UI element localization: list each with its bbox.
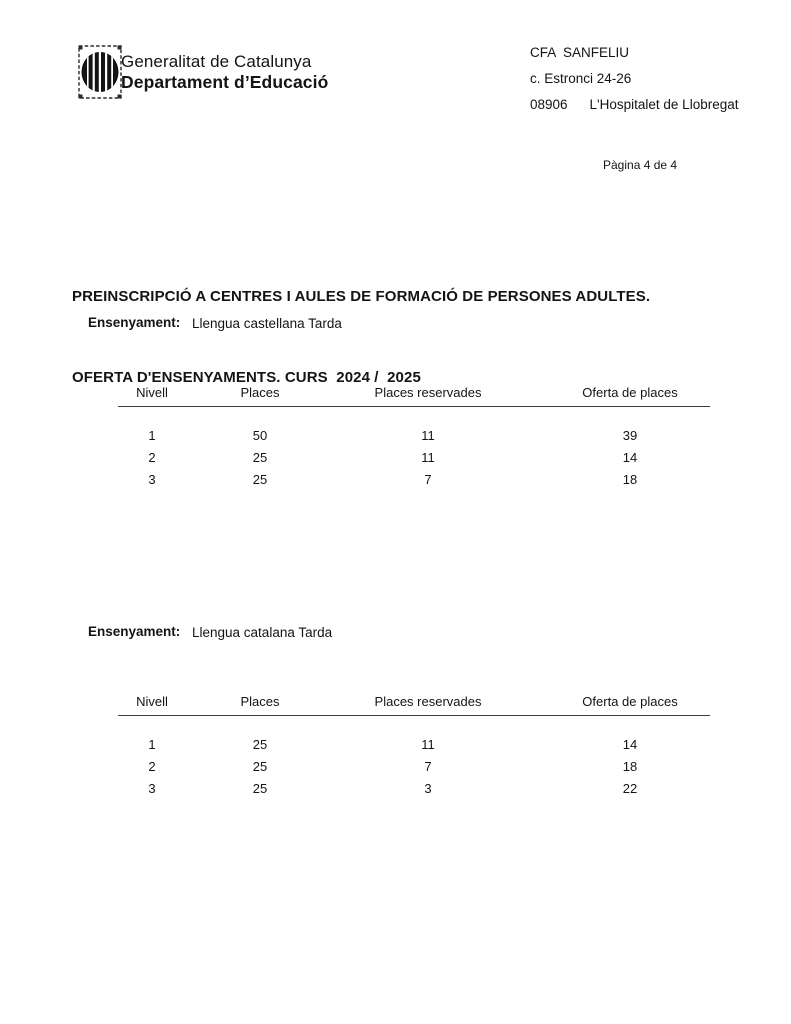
table-header-rule [118,715,710,716]
cell-places-reservades: 7 [424,472,432,487]
generalitat-logo-icon [78,45,122,99]
header-places-reservades: Places reservades [374,385,482,400]
cell-nivell: 2 [148,450,156,465]
header-oferta-places: Oferta de places [582,385,678,400]
cell-oferta-places: 39 [622,428,638,443]
cell-places: 25 [252,737,268,752]
table-header-row [118,385,710,401]
cell-oferta-places: 18 [622,759,638,774]
cell-places-reservades: 3 [424,781,432,796]
section-llengua-catalana [0,624,791,824]
cell-places-reservades: 11 [421,428,435,443]
cell-places-reservades: 11 [421,737,435,752]
cell-oferta-places: 18 [622,472,638,487]
header-places: Places [240,385,280,400]
document-title-line2: OFERTA D'ENSENYAMENTS. CURS 2024 / 2025 [72,369,421,386]
cell-places-reservades: 11 [421,450,435,465]
brand-wordmark [121,51,328,93]
center-city: L'Hospitalet de Llobregat [589,97,739,112]
cell-places: 50 [252,428,268,443]
ensenyament-value: Llengua castellana Tarda [192,316,342,331]
ensenyament-label: Ensenyament: [88,624,181,639]
center-postal-code: 08906 [530,97,568,112]
cell-oferta-places: 22 [622,781,638,796]
center-info-block [530,40,738,118]
table-header-row [118,694,710,710]
cell-nivell: 1 [148,737,156,752]
header-places-reservades: Places reservades [374,694,482,709]
cell-oferta-places: 14 [622,737,638,752]
center-address: c. Estronci 24-26 [530,71,632,86]
section-llengua-castellana [0,315,791,515]
ensenyament-value: Llengua catalana Tarda [192,625,333,640]
table-row [118,450,710,466]
table-row [118,759,710,775]
cell-places: 25 [252,781,268,796]
brand-line-departament: Departament d’Educació [121,72,329,92]
cell-nivell: 3 [148,781,156,796]
table-row [118,472,710,488]
header-nivell: Nivell [136,694,168,709]
header-places: Places [240,694,280,709]
table-row [118,781,710,797]
ensenyament-label: Ensenyament: [88,315,181,330]
cell-places: 25 [252,759,268,774]
cell-places: 25 [252,472,268,487]
center-name: CFA SANFELIU [530,45,630,60]
header-oferta-places: Oferta de places [582,694,678,709]
cell-oferta-places: 14 [622,450,638,465]
document-title-line1: PREINSCRIPCIÓ A CENTRES I AULES DE FORMACIÓ DE PERSONES ADULTES. [72,288,651,305]
table-header-rule [118,406,710,407]
cell-nivell: 1 [148,428,156,443]
cell-nivell: 2 [148,759,156,774]
cell-nivell: 3 [148,472,156,487]
cell-places: 25 [252,450,268,465]
header-nivell: Nivell [136,385,168,400]
table-row [118,428,710,444]
center-postal-city [530,92,738,118]
cell-places-reservades: 7 [424,759,432,774]
table-row [118,737,710,753]
brand-line-generalitat: Generalitat de Catalunya [121,52,312,71]
page-indicator: Pàgina 4 de 4 [603,158,678,172]
